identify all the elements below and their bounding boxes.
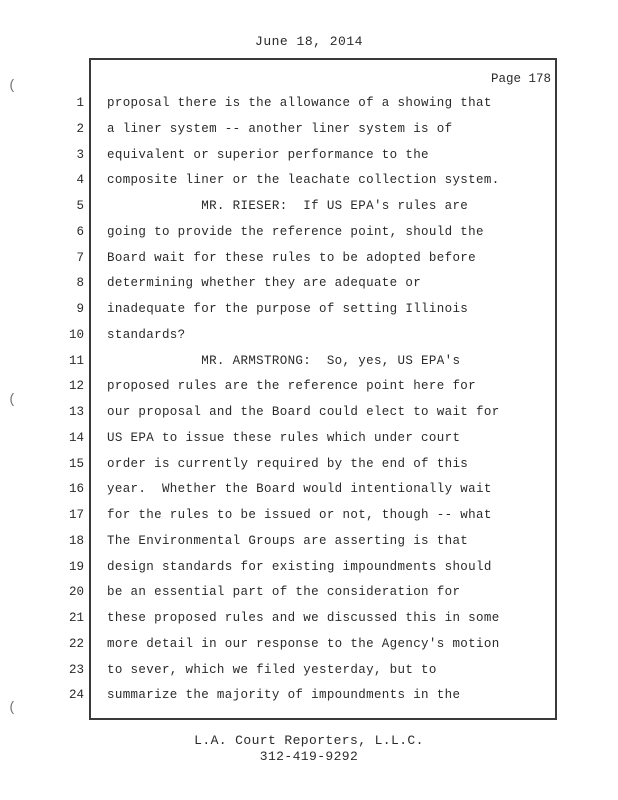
line-text: for the rules to be issued or not, though -- what <box>107 508 492 522</box>
line-text: MR. ARMSTRONG: So, yes, US EPA's <box>107 354 461 368</box>
line-number: 6 <box>76 225 84 239</box>
line-number: 8 <box>76 276 84 290</box>
line-text: to sever, which we filed yesterday, but to <box>107 663 437 677</box>
line-text: our proposal and the Board could elect to wait for <box>107 405 500 419</box>
line-text: order is currently required by the end of this <box>107 457 469 471</box>
line-number: 21 <box>68 611 84 625</box>
line-number: 11 <box>68 354 84 368</box>
line-number: 23 <box>68 663 84 677</box>
line-text: year. Whether the Board would intentionally wait <box>107 482 492 496</box>
line-text: standards? <box>107 328 186 342</box>
line-number: 24 <box>68 688 84 702</box>
line-text: going to provide the reference point, should the <box>107 225 484 239</box>
line-text: summarize the majority of impoundments in the <box>107 688 461 702</box>
line-number: 17 <box>68 508 84 522</box>
line-number: 15 <box>68 457 84 471</box>
line-number: 12 <box>68 379 84 393</box>
line-number: 4 <box>76 173 84 187</box>
page-number: Page 178 <box>490 72 551 86</box>
line-number: 3 <box>76 148 84 162</box>
line-text: design standards for existing impoundments should <box>107 560 492 574</box>
line-text: proposal there is the allowance of a showing that <box>107 96 492 110</box>
line-number: 10 <box>68 328 84 342</box>
line-number: 9 <box>76 302 84 316</box>
line-text: determining whether they are adequate or <box>107 276 422 290</box>
line-number: 5 <box>76 199 84 213</box>
line-number: 14 <box>68 431 84 445</box>
line-number: 16 <box>68 482 84 496</box>
line-text: equivalent or superior performance to the <box>107 148 429 162</box>
line-text: The Environmental Groups are asserting is that <box>107 534 469 548</box>
line-number: 1 <box>76 96 84 110</box>
header-date: June 18, 2014 <box>255 34 363 49</box>
line-number: 18 <box>68 534 84 548</box>
line-number: 13 <box>68 405 84 419</box>
line-number: 19 <box>68 560 84 574</box>
line-number: 20 <box>68 585 84 599</box>
scan-mark-middle: ( <box>8 392 17 408</box>
scan-mark-bottom: ( <box>8 700 17 716</box>
line-text: more detail in our response to the Agency's motion <box>107 637 500 651</box>
line-text: MR. RIESER: If US EPA's rules are <box>107 199 469 213</box>
line-text: US EPA to issue these rules which under court <box>107 431 461 445</box>
line-number: 2 <box>76 122 84 136</box>
line-text: inadequate for the purpose of setting Illinois <box>107 302 469 316</box>
line-text: composite liner or the leachate collection system. <box>107 173 500 187</box>
line-text: Board wait for these rules to be adopted before <box>107 251 477 265</box>
footer-phone: 312-419-9292 <box>259 749 359 764</box>
scan-mark-top: ( <box>8 78 17 94</box>
line-text: proposed rules are the reference point here for <box>107 379 477 393</box>
line-number: 7 <box>76 251 84 265</box>
line-text: these proposed rules and we discussed this in some <box>107 611 500 625</box>
line-text: be an essential part of the consideration for <box>107 585 461 599</box>
line-text: a liner system -- another liner system is of <box>107 122 453 136</box>
line-number: 22 <box>68 637 84 651</box>
footer-company: L.A. Court Reporters, L.L.C. <box>194 733 424 748</box>
